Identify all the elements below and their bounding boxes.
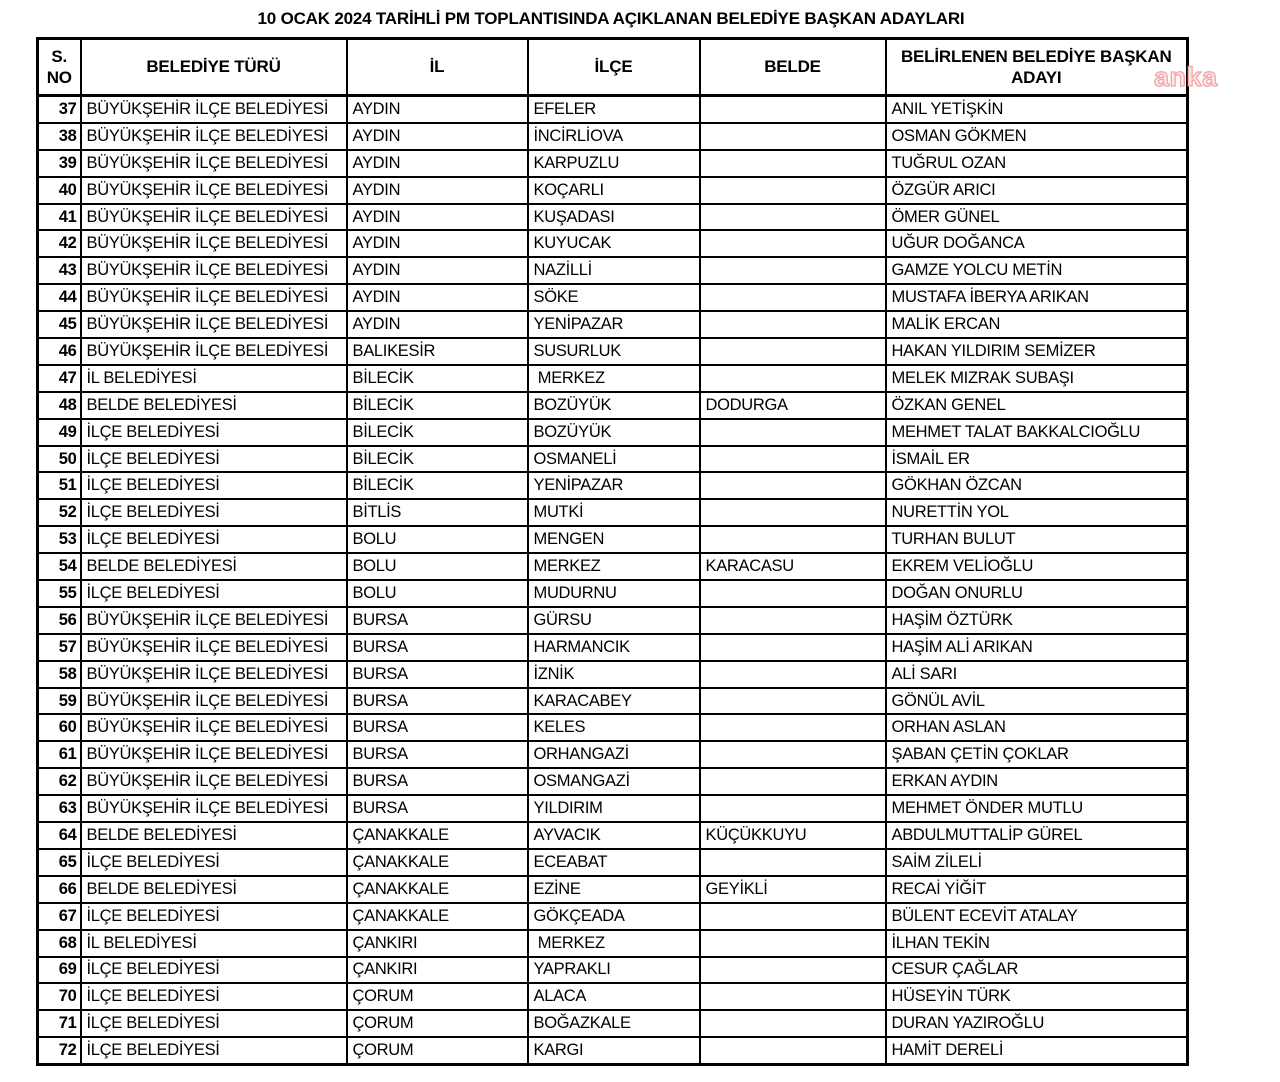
- header-row: [38, 39, 1188, 96]
- table-row: [38, 768, 1188, 795]
- cell-belde: [700, 768, 886, 795]
- cell-il: AYDIN: [347, 150, 528, 177]
- table-row: [38, 204, 1188, 231]
- table-row: [38, 472, 1188, 499]
- cell-belde: [700, 311, 886, 338]
- cell-ilce: YILDIRIM: [528, 795, 700, 822]
- cell-aday: DURAN YAZIROĞLU: [886, 1010, 1188, 1037]
- table-row: [38, 177, 1188, 204]
- cell-sno: 48: [38, 392, 81, 419]
- cell-ilce: SUSURLUK: [528, 338, 700, 365]
- cell-sno: 54: [38, 553, 81, 580]
- table-row: [38, 230, 1188, 257]
- cell-aday: ERKAN AYDIN: [886, 768, 1188, 795]
- cell-aday: ÖZKAN GENEL: [886, 392, 1188, 419]
- cell-il: AYDIN: [347, 257, 528, 284]
- cell-aday: HÜSEYİN TÜRK: [886, 983, 1188, 1010]
- cell-belediye-turu: BÜYÜKŞEHİR İLÇE BELEDİYESİ: [81, 284, 347, 311]
- cell-aday: DOĞAN ONURLU: [886, 580, 1188, 607]
- cell-ilce: KOÇARLI: [528, 177, 700, 204]
- table-row: [38, 419, 1188, 446]
- cell-belediye-turu: İL BELEDİYESİ: [81, 930, 347, 957]
- cell-aday: HAŞİM ALİ ARIKAN: [886, 634, 1188, 661]
- cell-belde: [700, 795, 886, 822]
- table-row: [38, 634, 1188, 661]
- cell-aday: TURHAN BULUT: [886, 526, 1188, 553]
- table-row: [38, 338, 1188, 365]
- cell-ilce: MERKEZ: [528, 365, 700, 392]
- table-row: [38, 446, 1188, 473]
- cell-il: BİLECİK: [347, 419, 528, 446]
- cell-sno: 60: [38, 714, 81, 741]
- cell-il: BURSA: [347, 688, 528, 715]
- cell-belediye-turu: İLÇE BELEDİYESİ: [81, 903, 347, 930]
- table-body: [38, 96, 1188, 1065]
- cell-sno: 46: [38, 338, 81, 365]
- table-row: [38, 1010, 1188, 1037]
- cell-ilce: MERKEZ: [528, 553, 700, 580]
- cell-ilce: ALACA: [528, 983, 700, 1010]
- cell-il: ÇANAKKALE: [347, 822, 528, 849]
- column-header-3: İLÇE: [528, 39, 700, 96]
- table-header: [38, 39, 1188, 96]
- cell-belde: [700, 499, 886, 526]
- cell-ilce: GÜRSU: [528, 607, 700, 634]
- cell-aday: HAKAN YILDIRIM SEMİZER: [886, 338, 1188, 365]
- cell-aday: GÖNÜL AVİL: [886, 688, 1188, 715]
- column-header-4: BELDE: [700, 39, 886, 96]
- cell-belediye-turu: İLÇE BELEDİYESİ: [81, 499, 347, 526]
- cell-il: BURSA: [347, 795, 528, 822]
- cell-belde: [700, 177, 886, 204]
- cell-aday: OSMAN GÖKMEN: [886, 123, 1188, 150]
- cell-sno: 55: [38, 580, 81, 607]
- table-row: [38, 123, 1188, 150]
- cell-sno: 40: [38, 177, 81, 204]
- cell-belde: [700, 204, 886, 231]
- cell-il: AYDIN: [347, 123, 528, 150]
- cell-sno: 50: [38, 446, 81, 473]
- cell-il: AYDIN: [347, 311, 528, 338]
- cell-belediye-turu: İLÇE BELEDİYESİ: [81, 446, 347, 473]
- cell-belediye-turu: İLÇE BELEDİYESİ: [81, 580, 347, 607]
- cell-belde: [700, 580, 886, 607]
- cell-ilce: YENİPAZAR: [528, 472, 700, 499]
- table-row: [38, 849, 1188, 876]
- cell-il: ÇORUM: [347, 1010, 528, 1037]
- cell-il: BİTLİS: [347, 499, 528, 526]
- cell-belde: [700, 661, 886, 688]
- cell-ilce: KUŞADASI: [528, 204, 700, 231]
- cell-belediye-turu: İLÇE BELEDİYESİ: [81, 983, 347, 1010]
- table-row: [38, 257, 1188, 284]
- cell-belediye-turu: BÜYÜKŞEHİR İLÇE BELEDİYESİ: [81, 204, 347, 231]
- cell-sno: 41: [38, 204, 81, 231]
- cell-belde: [700, 1010, 886, 1037]
- page-title: 10 OCAK 2024 TARİHLİ PM TOPLANTISINDA AÇIKLANAN BELEDİYE BAŞKAN ADAYLARI: [257, 9, 965, 28]
- cell-belde: [700, 419, 886, 446]
- cell-belde: DODURGA: [700, 392, 886, 419]
- cell-belediye-turu: BÜYÜKŞEHİR İLÇE BELEDİYESİ: [81, 768, 347, 795]
- cell-aday: GAMZE YOLCU METİN: [886, 257, 1188, 284]
- cell-sno: 53: [38, 526, 81, 553]
- cell-belde: [700, 849, 886, 876]
- cell-belde: [700, 741, 886, 768]
- cell-ilce: KUYUCAK: [528, 230, 700, 257]
- cell-belediye-turu: İLÇE BELEDİYESİ: [81, 957, 347, 984]
- cell-aday: RECAİ YİĞİT: [886, 876, 1188, 903]
- cell-belediye-turu: İLÇE BELEDİYESİ: [81, 526, 347, 553]
- cell-aday: NURETTİN YOL: [886, 499, 1188, 526]
- cell-belde: [700, 338, 886, 365]
- cell-aday: MUSTAFA İBERYA ARIKAN: [886, 284, 1188, 311]
- cell-ilce: KARACABEY: [528, 688, 700, 715]
- cell-il: AYDIN: [347, 204, 528, 231]
- cell-belde: [700, 1037, 886, 1064]
- cell-ilce: KELES: [528, 714, 700, 741]
- cell-aday: UĞUR DOĞANCA: [886, 230, 1188, 257]
- cell-ilce: OSMANELİ: [528, 446, 700, 473]
- cell-sno: 39: [38, 150, 81, 177]
- cell-aday: ŞABAN ÇETİN ÇOKLAR: [886, 741, 1188, 768]
- cell-ilce: BOZÜYÜK: [528, 392, 700, 419]
- cell-belde: [700, 365, 886, 392]
- cell-il: BURSA: [347, 661, 528, 688]
- cell-belediye-turu: BÜYÜKŞEHİR İLÇE BELEDİYESİ: [81, 607, 347, 634]
- cell-ilce: BOĞAZKALE: [528, 1010, 700, 1037]
- table-row: [38, 150, 1188, 177]
- cell-belde: [700, 150, 886, 177]
- cell-ilce: OSMANGAZİ: [528, 768, 700, 795]
- column-header-0: S. NO: [38, 39, 81, 96]
- cell-sno: 61: [38, 741, 81, 768]
- cell-ilce: KARGI: [528, 1037, 700, 1064]
- column-header-1: BELEDİYE TÜRÜ: [81, 39, 347, 96]
- cell-belde: [700, 607, 886, 634]
- cell-belediye-turu: İLÇE BELEDİYESİ: [81, 472, 347, 499]
- cell-belediye-turu: BELDE BELEDİYESİ: [81, 876, 347, 903]
- cell-belediye-turu: BELDE BELEDİYESİ: [81, 822, 347, 849]
- table-row: [38, 741, 1188, 768]
- cell-belde: [700, 957, 886, 984]
- cell-belde: [700, 257, 886, 284]
- table-row: [38, 311, 1188, 338]
- cell-belde: KÜÇÜKKUYU: [700, 822, 886, 849]
- cell-belde: [700, 96, 886, 123]
- cell-ilce: BOZÜYÜK: [528, 419, 700, 446]
- cell-sno: 67: [38, 903, 81, 930]
- table-row: [38, 876, 1188, 903]
- cell-sno: 42: [38, 230, 81, 257]
- cell-belde: [700, 526, 886, 553]
- cell-belediye-turu: BÜYÜKŞEHİR İLÇE BELEDİYESİ: [81, 96, 347, 123]
- cell-ilce: EZİNE: [528, 876, 700, 903]
- cell-aday: BÜLENT ECEVİT ATALAY: [886, 903, 1188, 930]
- cell-belediye-turu: BÜYÜKŞEHİR İLÇE BELEDİYESİ: [81, 661, 347, 688]
- table-row: [38, 930, 1188, 957]
- column-header-5: BELİRLENEN BELEDİYE BAŞKAN ADAYI: [886, 39, 1188, 96]
- cell-sno: 37: [38, 96, 81, 123]
- cell-belde: GEYİKLİ: [700, 876, 886, 903]
- cell-il: BOLU: [347, 580, 528, 607]
- cell-sno: 65: [38, 849, 81, 876]
- table-row: [38, 499, 1188, 526]
- table-row: [38, 714, 1188, 741]
- cell-aday: İSMAİL ER: [886, 446, 1188, 473]
- cell-il: BOLU: [347, 526, 528, 553]
- cell-aday: MEHMET TALAT BAKKALCIOĞLU: [886, 419, 1188, 446]
- table-row: [38, 661, 1188, 688]
- cell-aday: HAŞİM ÖZTÜRK: [886, 607, 1188, 634]
- cell-il: AYDIN: [347, 230, 528, 257]
- cell-sno: 45: [38, 311, 81, 338]
- table-row: [38, 580, 1188, 607]
- cell-aday: ÖZGÜR ARICI: [886, 177, 1188, 204]
- cell-belde: KARACASU: [700, 553, 886, 580]
- cell-belediye-turu: İLÇE BELEDİYESİ: [81, 419, 347, 446]
- cell-sno: 58: [38, 661, 81, 688]
- cell-aday: MALİK ERCAN: [886, 311, 1188, 338]
- cell-ilce: ECEABAT: [528, 849, 700, 876]
- cell-ilce: GÖKÇEADA: [528, 903, 700, 930]
- cell-sno: 59: [38, 688, 81, 715]
- cell-aday: İLHAN TEKİN: [886, 930, 1188, 957]
- cell-aday: MELEK MIZRAK SUBAŞI: [886, 365, 1188, 392]
- cell-ilce: MUDURNU: [528, 580, 700, 607]
- cell-sno: 66: [38, 876, 81, 903]
- cell-aday: ALİ SARI: [886, 661, 1188, 688]
- cell-ilce: YAPRAKLI: [528, 957, 700, 984]
- table-row: [38, 607, 1188, 634]
- table-row: [38, 957, 1188, 984]
- table-row: [38, 795, 1188, 822]
- cell-aday: TUĞRUL OZAN: [886, 150, 1188, 177]
- cell-belediye-turu: BELDE BELEDİYESİ: [81, 392, 347, 419]
- cell-belediye-turu: İLÇE BELEDİYESİ: [81, 1010, 347, 1037]
- cell-belde: [700, 714, 886, 741]
- cell-ilce: MENGEN: [528, 526, 700, 553]
- cell-il: BURSA: [347, 714, 528, 741]
- cell-belde: [700, 472, 886, 499]
- cell-aday: GÖKHAN ÖZCAN: [886, 472, 1188, 499]
- cell-ilce: YENİPAZAR: [528, 311, 700, 338]
- cell-il: AYDIN: [347, 96, 528, 123]
- cell-il: BİLECİK: [347, 392, 528, 419]
- cell-belde: [700, 446, 886, 473]
- cell-il: BİLECİK: [347, 446, 528, 473]
- cell-sno: 72: [38, 1037, 81, 1064]
- cell-ilce: KARPUZLU: [528, 150, 700, 177]
- cell-sno: 51: [38, 472, 81, 499]
- cell-il: BALIKESİR: [347, 338, 528, 365]
- cell-ilce: SÖKE: [528, 284, 700, 311]
- table-row: [38, 688, 1188, 715]
- cell-il: AYDIN: [347, 177, 528, 204]
- cell-belediye-turu: BÜYÜKŞEHİR İLÇE BELEDİYESİ: [81, 230, 347, 257]
- cell-il: BURSA: [347, 768, 528, 795]
- cell-sno: 52: [38, 499, 81, 526]
- cell-belediye-turu: BÜYÜKŞEHİR İLÇE BELEDİYESİ: [81, 177, 347, 204]
- cell-aday: MEHMET ÖNDER MUTLU: [886, 795, 1188, 822]
- cell-aday: HAMİT DERELİ: [886, 1037, 1188, 1064]
- cell-belde: [700, 903, 886, 930]
- cell-aday: SAİM ZİLELİ: [886, 849, 1188, 876]
- table-row: [38, 903, 1188, 930]
- cell-belediye-turu: BÜYÜKŞEHİR İLÇE BELEDİYESİ: [81, 714, 347, 741]
- table-row: [38, 553, 1188, 580]
- table-row: [38, 822, 1188, 849]
- cell-belediye-turu: BÜYÜKŞEHİR İLÇE BELEDİYESİ: [81, 311, 347, 338]
- cell-sno: 68: [38, 930, 81, 957]
- cell-il: AYDIN: [347, 284, 528, 311]
- cell-belde: [700, 930, 886, 957]
- cell-aday: CESUR ÇAĞLAR: [886, 957, 1188, 984]
- cell-il: BURSA: [347, 741, 528, 768]
- cell-sno: 64: [38, 822, 81, 849]
- cell-belediye-turu: BÜYÜKŞEHİR İLÇE BELEDİYESİ: [81, 257, 347, 284]
- cell-aday: ABDULMUTTALİP GÜREL: [886, 822, 1188, 849]
- cell-sno: 71: [38, 1010, 81, 1037]
- cell-belde: [700, 688, 886, 715]
- table-row: [38, 284, 1188, 311]
- cell-il: BURSA: [347, 634, 528, 661]
- cell-ilce: İNCİRLİOVA: [528, 123, 700, 150]
- table-row: [38, 96, 1188, 123]
- cell-belde: [700, 230, 886, 257]
- cell-belediye-turu: BÜYÜKŞEHİR İLÇE BELEDİYESİ: [81, 634, 347, 661]
- cell-il: BİLECİK: [347, 365, 528, 392]
- cell-ilce: AYVACIK: [528, 822, 700, 849]
- cell-aday: EKREM VELİOĞLU: [886, 553, 1188, 580]
- cell-belediye-turu: BÜYÜKŞEHİR İLÇE BELEDİYESİ: [81, 338, 347, 365]
- cell-belediye-turu: BÜYÜKŞEHİR İLÇE BELEDİYESİ: [81, 741, 347, 768]
- cell-aday: ÖMER GÜNEL: [886, 204, 1188, 231]
- cell-belediye-turu: BELDE BELEDİYESİ: [81, 553, 347, 580]
- anka-watermark: anka: [1154, 62, 1218, 92]
- cell-il: ÇANKIRI: [347, 957, 528, 984]
- cell-belediye-turu: İLÇE BELEDİYESİ: [81, 1037, 347, 1064]
- cell-belediye-turu: BÜYÜKŞEHİR İLÇE BELEDİYESİ: [81, 688, 347, 715]
- cell-aday: ORHAN ASLAN: [886, 714, 1188, 741]
- cell-il: ÇANAKKALE: [347, 876, 528, 903]
- table-row: [38, 365, 1188, 392]
- cell-sno: 69: [38, 957, 81, 984]
- cell-ilce: İZNİK: [528, 661, 700, 688]
- cell-belediye-turu: BÜYÜKŞEHİR İLÇE BELEDİYESİ: [81, 795, 347, 822]
- cell-ilce: HARMANCIK: [528, 634, 700, 661]
- cell-sno: 47: [38, 365, 81, 392]
- cell-ilce: NAZİLLİ: [528, 257, 700, 284]
- cell-belde: [700, 634, 886, 661]
- cell-il: BOLU: [347, 553, 528, 580]
- cell-belediye-turu: BÜYÜKŞEHİR İLÇE BELEDİYESİ: [81, 123, 347, 150]
- table-row: [38, 392, 1188, 419]
- cell-sno: 56: [38, 607, 81, 634]
- cell-belde: [700, 123, 886, 150]
- cell-il: BİLECİK: [347, 472, 528, 499]
- cell-il: ÇANAKKALE: [347, 849, 528, 876]
- cell-il: ÇORUM: [347, 983, 528, 1010]
- cell-il: BURSA: [347, 607, 528, 634]
- cell-belde: [700, 284, 886, 311]
- cell-ilce: MERKEZ: [528, 930, 700, 957]
- cell-belediye-turu: İLÇE BELEDİYESİ: [81, 849, 347, 876]
- cell-belediye-turu: BÜYÜKŞEHİR İLÇE BELEDİYESİ: [81, 150, 347, 177]
- cell-sno: 44: [38, 284, 81, 311]
- table-row: [38, 983, 1188, 1010]
- cell-il: ÇANKIRI: [347, 930, 528, 957]
- cell-sno: 49: [38, 419, 81, 446]
- cell-aday: ANIL YETİŞKİN: [886, 96, 1188, 123]
- cell-sno: 62: [38, 768, 81, 795]
- cell-ilce: EFELER: [528, 96, 700, 123]
- cell-ilce: ORHANGAZİ: [528, 741, 700, 768]
- cell-sno: 70: [38, 983, 81, 1010]
- cell-il: ÇORUM: [347, 1037, 528, 1064]
- cell-il: ÇANAKKALE: [347, 903, 528, 930]
- cell-belediye-turu: İL BELEDİYESİ: [81, 365, 347, 392]
- cell-belde: [700, 983, 886, 1010]
- column-header-2: İL: [347, 39, 528, 96]
- table-row: [38, 526, 1188, 553]
- cell-ilce: MUTKİ: [528, 499, 700, 526]
- cell-sno: 43: [38, 257, 81, 284]
- table-row: [38, 1037, 1188, 1064]
- cell-sno: 38: [38, 123, 81, 150]
- candidates-table: [36, 37, 1189, 1066]
- cell-sno: 63: [38, 795, 81, 822]
- cell-sno: 57: [38, 634, 81, 661]
